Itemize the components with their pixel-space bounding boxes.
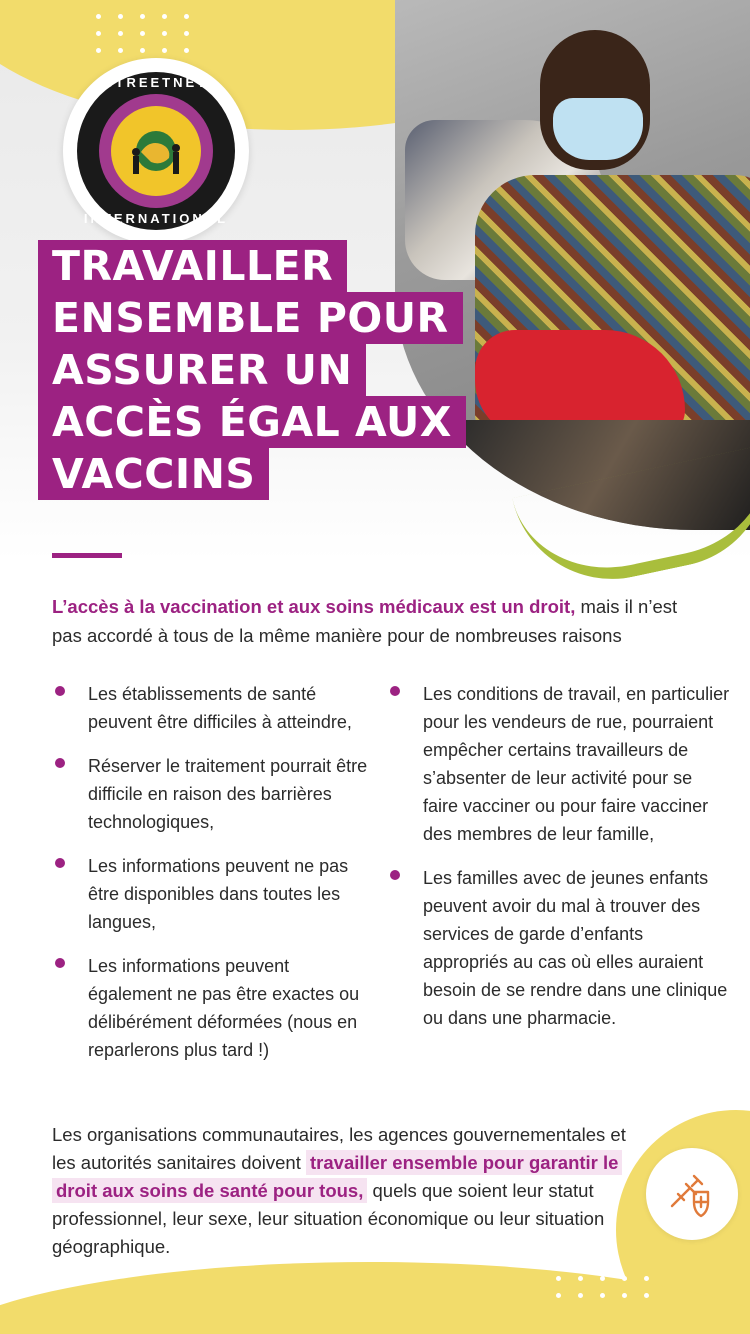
title-line: TRAVAILLER: [38, 240, 347, 292]
bullet-dot: [55, 758, 65, 768]
conclusion-text-after: quels que soient leur statut professionnel, leur sexe, leur situation économique ou leur situation géographique.: [52, 1180, 605, 1257]
title-line: VACCINS: [38, 448, 269, 500]
bullet-dot: [55, 858, 65, 868]
bullet-dot: [390, 870, 400, 880]
reasons-list-left: [52, 680, 372, 1080]
dot-pattern-top: [96, 14, 194, 53]
health-badge: [646, 1148, 738, 1240]
accent-divider: [52, 553, 122, 558]
streetnet-logo: [63, 58, 249, 244]
list-item-text: Les informations peuvent ne pas être disponibles dans toutes les langues,: [88, 856, 349, 932]
title-line: ASSURER UN: [38, 344, 366, 396]
streetnet-globe-emblem-icon: [127, 122, 185, 180]
face-mask: [553, 98, 643, 160]
list-item-text: Les établissements de santé peuvent être difficiles à atteindre,: [88, 684, 352, 732]
list-item-text: Les conditions de travail, en particulier pour les vendeurs de rue, pourraient empêcher certains travailleurs de s’absenter de leur activité pour se faire vacciner ou pour faire vacciner des membres de leur famille,: [423, 684, 730, 844]
list-item: [387, 680, 732, 848]
logo-ring: [77, 72, 235, 230]
list-item-text: Les informations peuvent également ne pas être exactes ou délibérément déformées (nous en reparlerons plus tard !): [88, 956, 360, 1060]
bullet-dot: [55, 686, 65, 696]
list-item: [52, 852, 372, 936]
page-title: [38, 240, 466, 500]
list-item: [52, 752, 372, 836]
reasons-list-right: [387, 680, 732, 1048]
bullet-dot: [55, 958, 65, 968]
list-item: [387, 864, 732, 1032]
intro-text: mais il n’est pas accordé à tous de la même manière pour de nombreuses raisons: [52, 596, 678, 646]
intro-paragraph: [52, 592, 712, 650]
dot-pattern-bottom: [556, 1276, 654, 1298]
conclusion-highlight: travailler ensemble pour garantir le droit aux soins de santé pour tous,: [52, 1150, 622, 1203]
list-item-text: Les familles avec de jeunes enfants peuvent avoir du mal à trouver des services de garde d’enfants appropriés au cas où elles auraient besoin de se rendre dans une clinique ou dans une pharmacie.: [423, 868, 728, 1028]
title-line: ACCÈS ÉGAL AUX: [38, 396, 466, 448]
intro-highlight: L’accès à la vaccination et aux soins médicaux est un droit,: [52, 596, 576, 617]
bullet-dot: [390, 686, 400, 696]
logo-text-top: STREETNET: [103, 75, 209, 90]
conclusion-paragraph: [52, 1121, 642, 1261]
logo-text-bottom: INTERNATIONAL: [83, 211, 229, 226]
decor-ring: [262, 22, 282, 42]
syringe-shield-icon: [664, 1166, 720, 1222]
conclusion-text-before: Les organisations communautaires, les agences gouvernementales et les autorités sanitaires doivent: [52, 1124, 626, 1173]
list-item: [52, 952, 372, 1064]
title-line: ENSEMBLE POUR: [38, 292, 463, 344]
list-item-text: Réserver le traitement pourrait être difficile en raison des barrières technologiques,: [88, 756, 368, 832]
list-item: [52, 680, 372, 736]
